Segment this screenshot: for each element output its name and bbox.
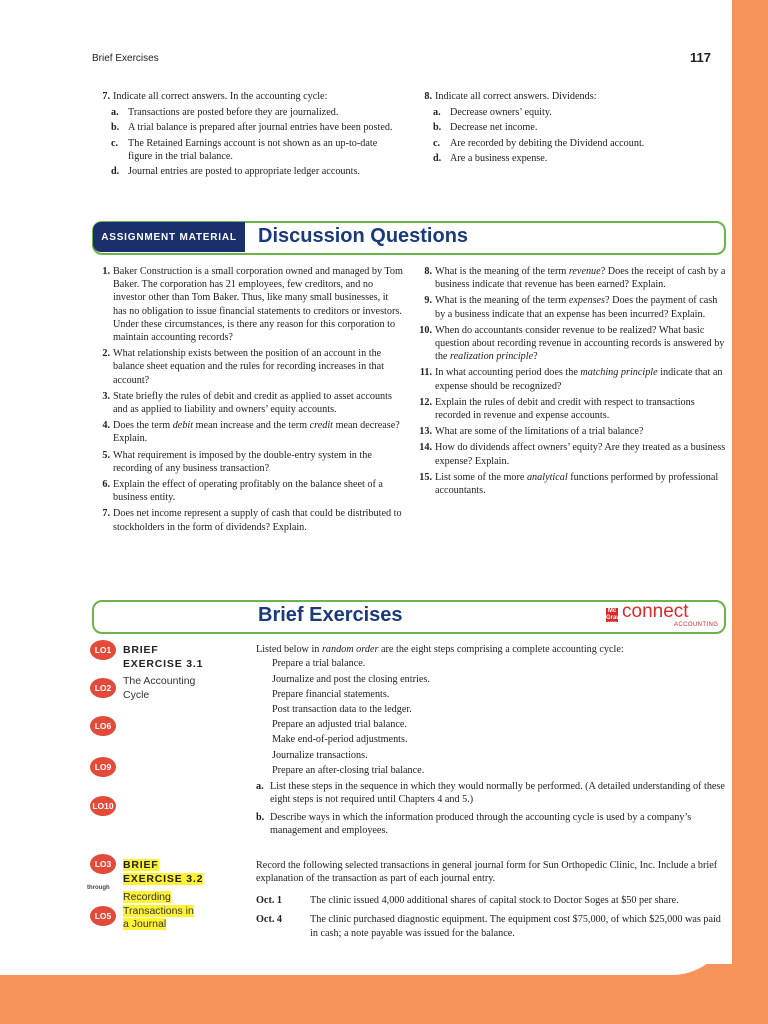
option-letter: b. xyxy=(433,122,442,134)
discussion-questions-banner xyxy=(92,221,726,255)
option-letter: d. xyxy=(111,166,120,178)
question-number: 6. xyxy=(102,479,110,491)
question-text: Does net income represent a supply of cash that could be distributed to stockholders in the form of dividends? Explain. xyxy=(113,508,402,533)
review-question-7 xyxy=(92,90,404,180)
option-letter: c. xyxy=(111,137,119,149)
connect-subtitle: ACCOUNTING xyxy=(674,622,719,628)
option-text: Decrease net income. xyxy=(450,122,538,134)
transaction-date: Oct. 4 xyxy=(256,914,283,926)
exercise-label-line: BRIEF xyxy=(123,644,159,656)
step-item: Prepare a trial balance. xyxy=(272,658,366,670)
option-text: A trial balance is prepared after journal entries have been posted. xyxy=(128,122,393,134)
step-item: Post transaction data to the ledger. xyxy=(272,704,412,716)
question-text: Baker Construction is a small corporation owned and managed by Tom Baker. The corporation has 21 employees, few creditors, and no investor other than Tom Baker. Thus, like many small businesses, it has no obligation to issue financial statements to creditors or investors. Under these circumstances, is there any reason for this corporation to maintain accounting records? xyxy=(113,266,403,344)
question-text-post: ? xyxy=(533,351,538,363)
option-letter: a. xyxy=(111,107,119,119)
question-number: 8. xyxy=(424,266,432,277)
question-text: What are some of the limitations of a trial balance? xyxy=(435,426,644,438)
exercise-subtitle-line: Recording xyxy=(123,891,171,903)
discussion-right-column xyxy=(414,265,726,500)
exercise-3-1-label xyxy=(123,643,203,671)
question-number: 9. xyxy=(424,295,432,307)
transaction-date: Oct. 1 xyxy=(256,894,283,906)
exercise-subtitle-line: Transactions in xyxy=(123,904,194,917)
question-text-pre: List some of the more xyxy=(435,471,527,483)
part-letter: a. xyxy=(256,781,264,793)
intro-emphasis: random order xyxy=(321,644,379,655)
exercise-3-1-body xyxy=(256,643,726,838)
option-letter: c. xyxy=(433,137,441,149)
part-text: List these steps in the sequence in which they would normally be performed. (A detailed understanding of these eight steps is not required until Chapters 4 and 5.) xyxy=(270,781,725,806)
option-text: Decrease owners’ equity. xyxy=(450,107,552,119)
review-question-8 xyxy=(414,90,726,167)
option-text: Journal entries are posted to appropriate ledger accounts. xyxy=(128,166,360,178)
question-text-pre: Does the term xyxy=(113,420,173,432)
exercise-3-2-body xyxy=(256,859,726,940)
exercise-part-b xyxy=(256,811,726,838)
learning-objective-badge: LO1 xyxy=(90,640,116,660)
question-number: 11. xyxy=(419,367,432,379)
step-item: Prepare an after-closing trial balance. xyxy=(272,764,425,776)
question-number: 1. xyxy=(102,266,110,277)
learning-objective-badge: LO9 xyxy=(90,757,116,777)
exercise-intro xyxy=(256,643,726,656)
connect-wordmark: connect xyxy=(622,601,689,622)
question-number: 10. xyxy=(419,324,432,336)
step-item: Journalize transactions. xyxy=(272,749,368,761)
exercise-3-2-subtitle xyxy=(123,891,194,932)
page-edge-orange-band xyxy=(732,0,768,1024)
option-text: Are a business expense. xyxy=(450,152,548,164)
question-number: 3. xyxy=(102,390,110,402)
section-title: Brief Exercises xyxy=(258,604,403,626)
option-letter: a. xyxy=(433,107,441,119)
question-text: State briefly the rules of debit and credit as applied to asset accounts and as applied to liability and owners’ equity accounts. xyxy=(113,390,392,416)
exercise-label-line: BRIEF xyxy=(123,859,159,871)
through-label: through xyxy=(87,885,110,891)
option-text: Transactions are posted before they are journalized. xyxy=(128,107,339,119)
option-text: Are recorded by debiting the Dividend account. xyxy=(450,137,645,149)
exercise-intro: Record the following selected transactions in general journal form for Sun Orthopedic Clinic, Inc. Include a brief explanation of the transaction as part of each journal entry. xyxy=(256,860,718,885)
question-text-post: ? Does the receipt of cash by a business indicate that revenue has been earned? Explain. xyxy=(435,266,726,291)
discussion-left-column xyxy=(92,265,404,537)
assignment-material-tag: ASSIGNMENT MATERIAL xyxy=(93,222,245,252)
transaction-text: The clinic issued 4,000 additional shares of capital stock to Doctor Soges at $50 per share. xyxy=(310,894,679,906)
question-number: 14. xyxy=(419,442,432,454)
question-term: credit xyxy=(309,420,334,432)
intro-text-post: are the eight steps comprising a complete accounting cycle: xyxy=(378,644,624,655)
question-text: How do dividends affect owners’ equity? Are they treated as a business expense? Explain. xyxy=(435,442,726,467)
exercise-label-line: EXERCISE 3.1 xyxy=(123,658,204,670)
exercise-3-1-subtitle xyxy=(123,675,195,702)
question-number: 13. xyxy=(419,426,432,438)
question-text-post: indicate that an expense should be recognized? xyxy=(435,367,723,392)
exercise-subtitle-line: Cycle xyxy=(123,688,150,701)
question-text: Explain the effect of operating profitably on the balance sheet of a business entity. xyxy=(113,479,383,504)
exercise-part-a xyxy=(256,780,726,807)
question-text-post: ? Does the payment of cash by a business indicate that an expense has been incurred? Explain. xyxy=(435,295,718,320)
question-number: 4. xyxy=(102,420,110,432)
step-item: Prepare financial statements. xyxy=(272,688,390,700)
exercise-label-line: EXERCISE 3.2 xyxy=(123,873,204,885)
question-term: debit xyxy=(172,420,194,432)
step-item: Prepare an adjusted trial balance. xyxy=(272,719,407,731)
exercise-subtitle-line: a Journal xyxy=(123,918,167,930)
learning-objective-badge: LO3 xyxy=(90,854,116,874)
transaction-text: The clinic purchased diagnostic equipment. The equipment cost $75,000, of which $25,000 was paid in cash; a note payable was issued for the balance. xyxy=(310,914,721,939)
question-text: What relationship exists between the position of an account in the balance sheet equation and the rules for recording increases in that account? xyxy=(113,348,384,386)
question-number: 15. xyxy=(419,471,432,483)
question-term: analytical xyxy=(526,471,568,483)
question-term: expenses xyxy=(568,295,606,307)
question-text: Indicate all correct answers. Dividends: xyxy=(435,91,597,102)
question-term: revenue xyxy=(568,266,601,277)
intro-text-pre: Listed below in xyxy=(256,644,322,655)
question-text-pre: What is the meaning of the term xyxy=(435,266,569,277)
part-text: Describe ways in which the information produced through the accounting cycle is used by a company’s management and employees. xyxy=(270,811,692,837)
learning-objective-badge: LO10 xyxy=(90,796,116,816)
question-term: realization principle xyxy=(450,351,534,363)
page-number: 117 xyxy=(690,50,711,65)
learning-objective-badge: LO6 xyxy=(90,716,116,736)
question-number: 7. xyxy=(102,508,110,520)
question-text: Indicate all correct answers. In the accounting cycle: xyxy=(113,91,328,102)
question-number: 12. xyxy=(419,396,432,408)
step-item: Make end-of-period adjustments. xyxy=(272,734,408,746)
question-text-post: mean decrease? Explain. xyxy=(113,420,400,445)
exercise-subtitle-line: The Accounting xyxy=(123,675,196,687)
option-letter: d. xyxy=(433,152,442,164)
step-item: Journalize and post the closing entries. xyxy=(272,673,430,685)
part-letter: b. xyxy=(256,811,265,823)
connect-logo xyxy=(598,602,718,632)
brief-exercises-banner xyxy=(92,600,726,634)
learning-objective-badge: LO2 xyxy=(90,678,116,698)
question-text-pre: When do accountants consider revenue to be realized? What basic question about recording revenue in accounting records is answered by the xyxy=(435,324,725,363)
question-text-pre: What is the meaning of the term xyxy=(435,295,569,307)
mcgraw-hill-icon: Mc Graw Hill xyxy=(606,608,622,628)
section-title: Discussion Questions xyxy=(258,225,469,247)
running-header: Brief Exercises xyxy=(92,53,159,64)
question-text: Explain the rules of debit and credit with respect to transactions recorded in revenue and expense accounts. xyxy=(435,396,695,422)
question-number: 5. xyxy=(102,449,110,461)
question-number: 7. xyxy=(102,91,110,102)
learning-objective-badge: LO5 xyxy=(90,906,116,926)
exercise-3-2-label xyxy=(123,858,203,886)
question-text-mid: mean increase and the term xyxy=(193,420,310,432)
option-letter: b. xyxy=(111,122,120,134)
question-term: matching principle xyxy=(580,367,658,379)
question-text-pre: In what accounting period does the xyxy=(435,367,581,379)
transaction-row xyxy=(256,894,726,907)
accounting-cycle-steps xyxy=(256,656,726,778)
transaction-row xyxy=(256,913,726,940)
question-number: 2. xyxy=(102,348,110,360)
question-text-post: functions performed by professional accountants. xyxy=(435,471,719,497)
option-text: The Retained Earnings account is not shown as an up-to-date figure in the trial balance. xyxy=(128,137,378,162)
question-number: 8. xyxy=(424,91,432,102)
question-text: What requirement is imposed by the double-entry system in the recording of any business transaction? xyxy=(113,449,372,474)
